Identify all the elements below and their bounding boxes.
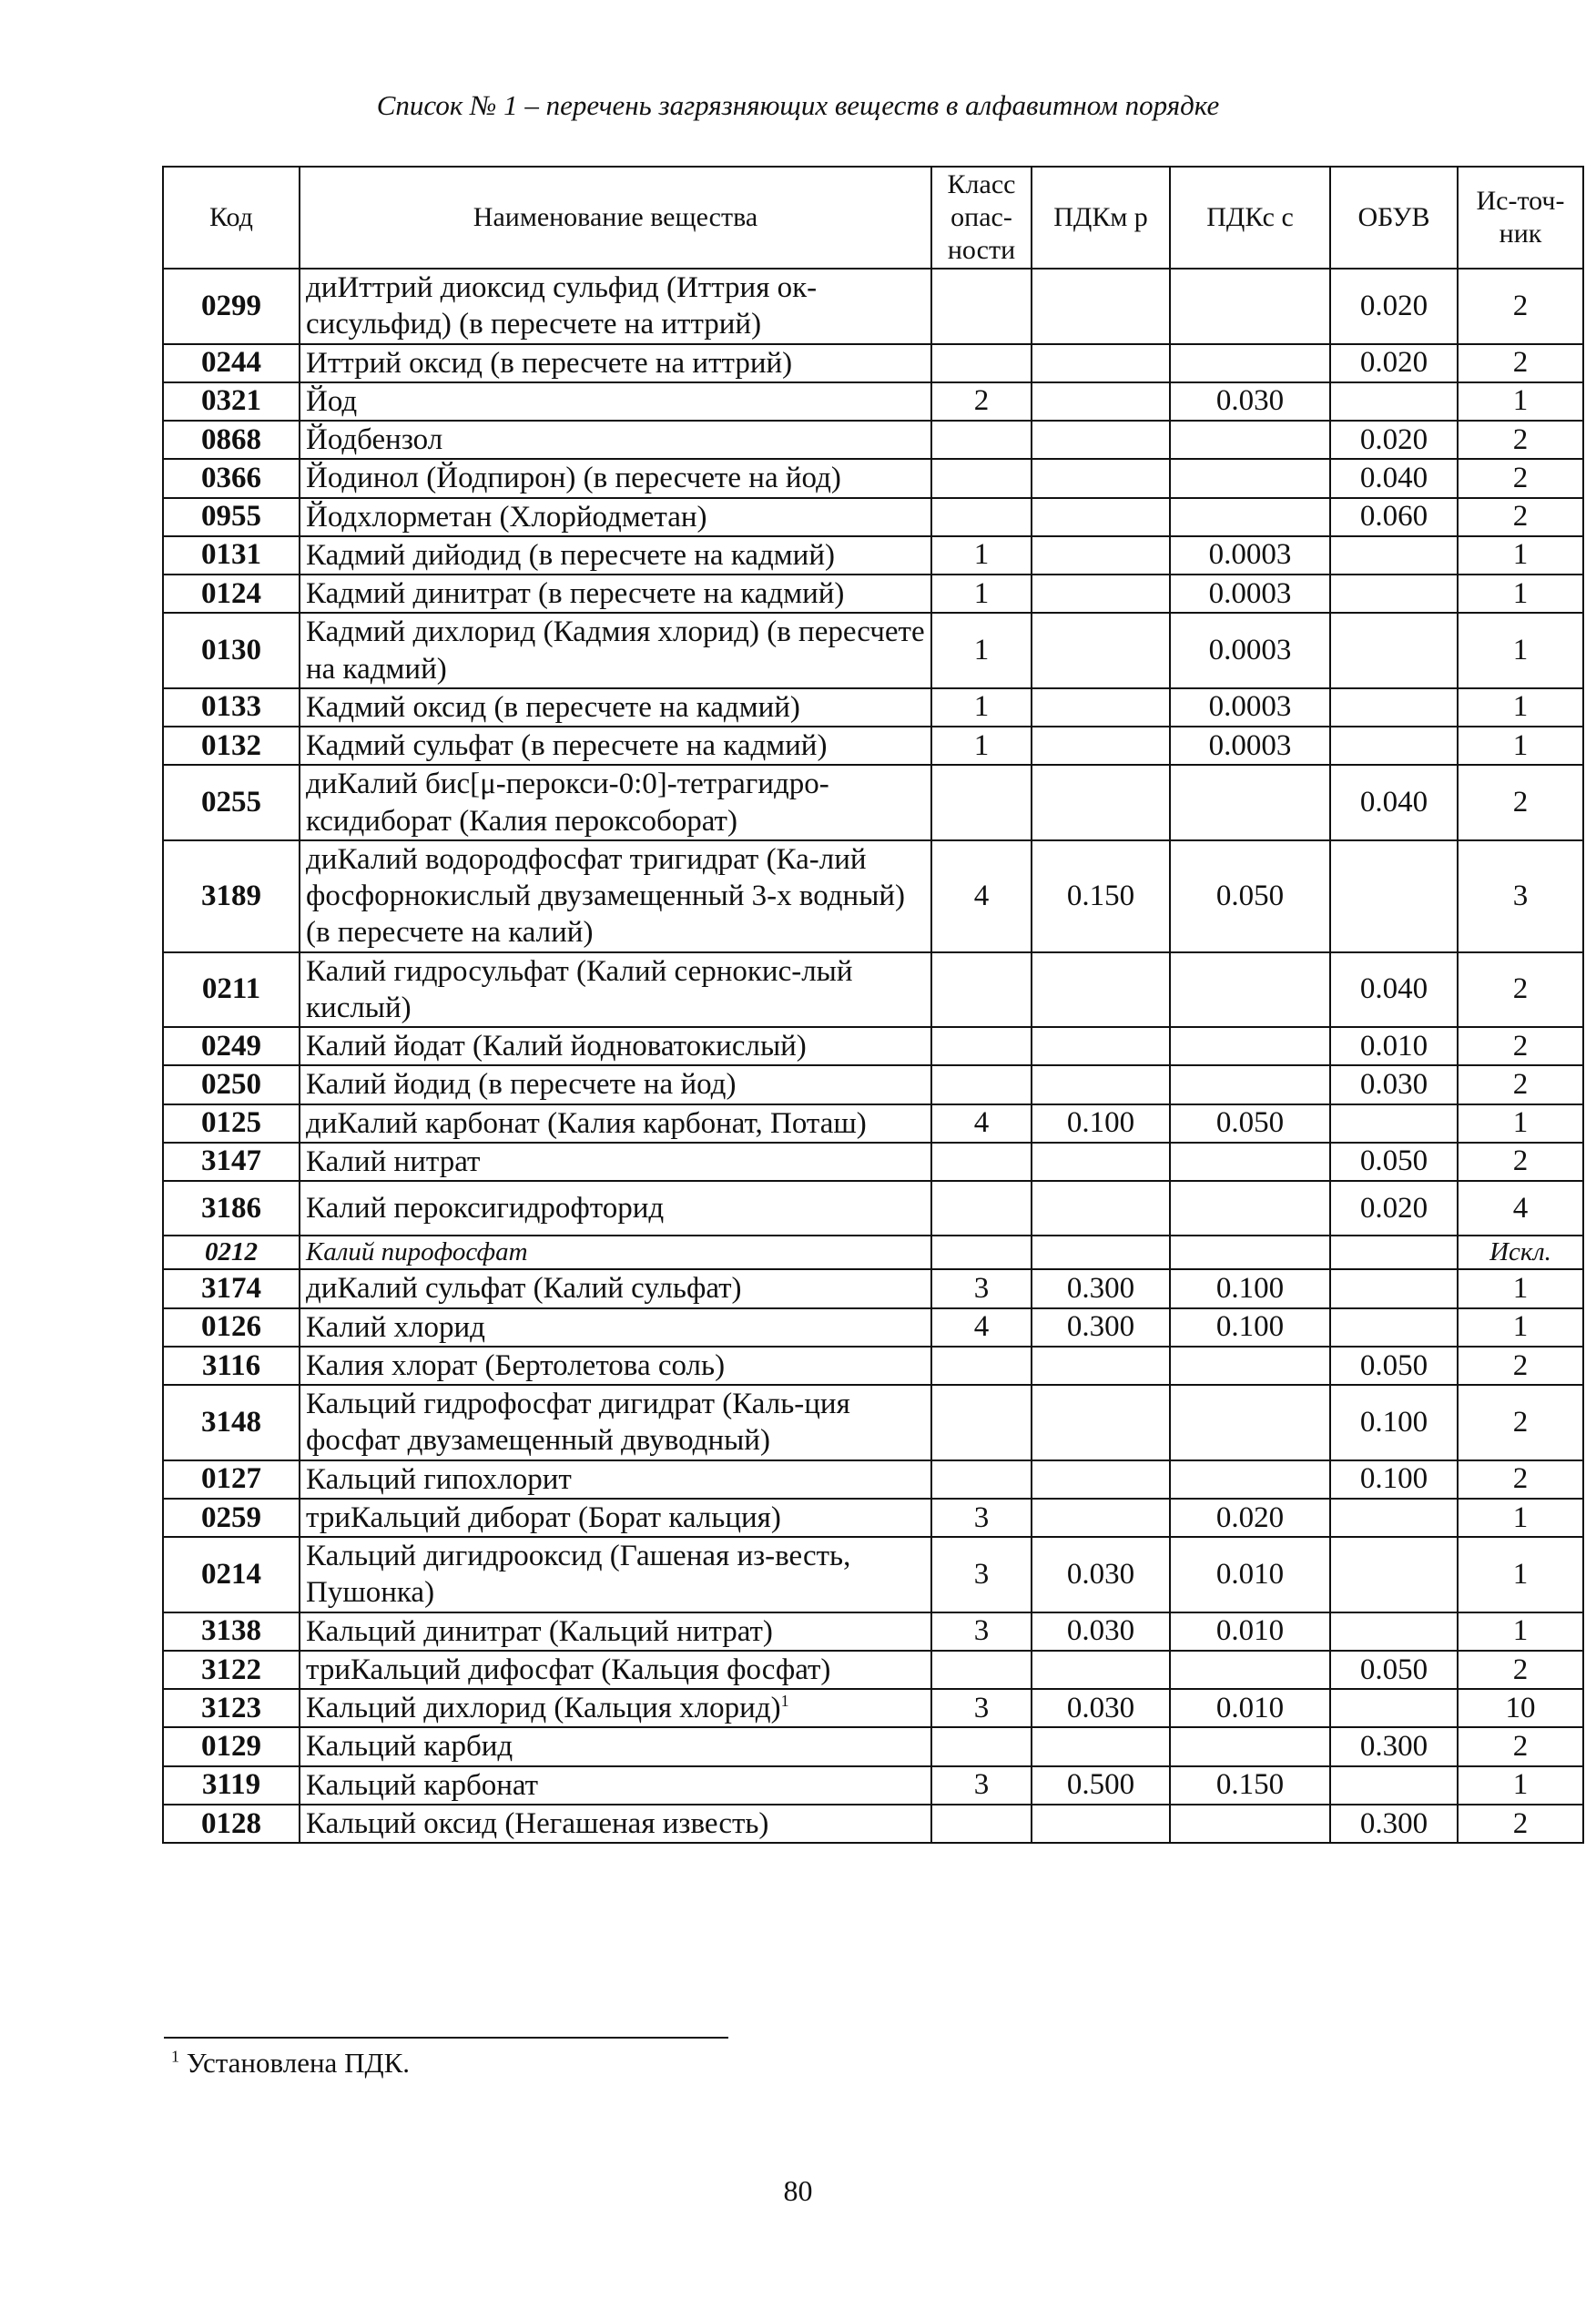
cell-source: 2	[1458, 765, 1583, 840]
cell-code: 3147	[163, 1143, 300, 1181]
cell-obuv: 0.040	[1330, 952, 1458, 1028]
cell-class: 1	[931, 727, 1032, 765]
cell-source: 2	[1458, 1385, 1583, 1460]
cell-name: Кальций гипохлорит	[300, 1460, 931, 1499]
cell-pdk-ss	[1170, 459, 1330, 497]
cell-pdk-ss	[1170, 1065, 1330, 1104]
cell-obuv	[1330, 1766, 1458, 1805]
cell-class	[931, 498, 1032, 536]
table-row	[163, 269, 1583, 344]
cell-pdk-mr: 0.030	[1032, 1612, 1170, 1651]
cell-class	[931, 1027, 1032, 1065]
cell-obuv: 0.040	[1330, 765, 1458, 840]
cell-code: 0211	[163, 952, 300, 1028]
cell-name: диКалий сульфат (Калий сульфат)	[300, 1269, 931, 1307]
cell-pdk-mr: 0.030	[1032, 1689, 1170, 1727]
cell-pdk-mr	[1032, 269, 1170, 344]
table-row	[163, 1065, 1583, 1104]
cell-name: Калия хлорат (Бертолетова соль)	[300, 1347, 931, 1385]
cell-obuv	[1330, 1308, 1458, 1347]
cell-pdk-mr	[1032, 1236, 1170, 1269]
cell-code: 0212	[163, 1236, 300, 1269]
table-row	[163, 1612, 1583, 1651]
cell-name: Йодинол (Йодпирон) (в пересчете на йод)	[300, 459, 931, 497]
cell-pdk-ss	[1170, 1651, 1330, 1689]
cell-code: 0366	[163, 459, 300, 497]
table-row	[163, 575, 1583, 613]
table-row	[163, 382, 1583, 421]
cell-obuv	[1330, 536, 1458, 575]
footnote-text: Установлена ПДК.	[186, 2047, 411, 2079]
table-row	[163, 1689, 1583, 1727]
cell-class: 3	[931, 1766, 1032, 1805]
cell-name: Йодхлорметан (Хлорйодметан)	[300, 498, 931, 536]
cell-name: Иттрий оксид (в пересчете на иттрий)	[300, 344, 931, 382]
cell-class	[931, 952, 1032, 1028]
cell-source: 2	[1458, 1651, 1583, 1689]
cell-pdk-mr	[1032, 1385, 1170, 1460]
header-obuv: ОБУВ	[1330, 167, 1458, 269]
cell-source: 2	[1458, 498, 1583, 536]
cell-code: 3122	[163, 1651, 300, 1689]
cell-obuv	[1330, 382, 1458, 421]
cell-obuv	[1330, 1236, 1458, 1269]
table-row	[163, 1537, 1583, 1612]
cell-source: 1	[1458, 688, 1583, 727]
table-row	[163, 344, 1583, 382]
cell-name: Калий пирофосфат	[300, 1236, 931, 1269]
cell-code: 0250	[163, 1065, 300, 1104]
cell-pdk-ss	[1170, 421, 1330, 459]
cell-source: 2	[1458, 1727, 1583, 1765]
cell-name: Кадмий динитрат (в пересчете на кадмий)	[300, 575, 931, 613]
cell-obuv	[1330, 1104, 1458, 1143]
table-row	[163, 765, 1583, 840]
cell-obuv: 0.050	[1330, 1347, 1458, 1385]
cell-obuv	[1330, 1269, 1458, 1307]
cell-class	[931, 765, 1032, 840]
table-row	[163, 1236, 1583, 1269]
table-row	[163, 1308, 1583, 1347]
cell-pdk-ss: 0.100	[1170, 1269, 1330, 1307]
cell-class: 3	[931, 1612, 1032, 1651]
cell-code: 0868	[163, 421, 300, 459]
cell-source: 2	[1458, 269, 1583, 344]
cell-pdk-mr	[1032, 1027, 1170, 1065]
cell-source: 2	[1458, 459, 1583, 497]
cell-obuv	[1330, 1689, 1458, 1727]
cell-obuv: 0.060	[1330, 498, 1458, 536]
cell-source: 10	[1458, 1689, 1583, 1727]
cell-pdk-ss	[1170, 498, 1330, 536]
cell-source: 2	[1458, 344, 1583, 382]
cell-pdk-mr	[1032, 688, 1170, 727]
cell-source: 1	[1458, 613, 1583, 688]
cell-name: Кальций дигидрооксид (Гашеная из-весть, Пушонка)	[300, 1537, 931, 1612]
cell-name: Кадмий сульфат (в пересчете на кадмий)	[300, 727, 931, 765]
table-row	[163, 840, 1583, 952]
cell-obuv: 0.020	[1330, 1181, 1458, 1236]
cell-name: Йод	[300, 382, 931, 421]
cell-code: 0127	[163, 1460, 300, 1499]
cell-obuv	[1330, 727, 1458, 765]
cell-pdk-mr	[1032, 1805, 1170, 1843]
cell-obuv	[1330, 840, 1458, 952]
page-title: Список № 1 – перечень загрязняющих веществ в алфавитном порядке	[376, 89, 1220, 121]
cell-code: 3148	[163, 1385, 300, 1460]
cell-code: 0214	[163, 1537, 300, 1612]
cell-name: Калий гидросульфат (Калий сернокис-лый кислый)	[300, 952, 931, 1028]
table-row	[163, 1727, 1583, 1765]
cell-pdk-mr	[1032, 727, 1170, 765]
cell-source: 2	[1458, 1460, 1583, 1499]
cell-name: диКалий водородфосфат тригидрат (Ка-лий фосфорнокислый двузамещенный 3-х водный) (в пересчете на калий)	[300, 840, 931, 952]
header-pdk-ss: ПДКс с	[1170, 167, 1330, 269]
cell-pdk-ss: 0.010	[1170, 1689, 1330, 1727]
cell-class	[931, 1347, 1032, 1385]
cell-name: диИттрий диоксид сульфид (Иттрия ок-сисульфид) (в пересчете на иттрий)	[300, 269, 931, 344]
cell-pdk-ss	[1170, 1460, 1330, 1499]
cell-code: 0126	[163, 1308, 300, 1347]
cell-pdk-ss: 0.0003	[1170, 536, 1330, 575]
cell-obuv	[1330, 1537, 1458, 1612]
cell-obuv: 0.020	[1330, 269, 1458, 344]
cell-code: 0321	[163, 382, 300, 421]
cell-pdk-mr: 0.030	[1032, 1537, 1170, 1612]
cell-name: триКальций дифосфат (Кальция фосфат)	[300, 1651, 931, 1689]
cell-class	[931, 269, 1032, 344]
cell-pdk-mr	[1032, 1143, 1170, 1181]
cell-pdk-ss: 0.0003	[1170, 688, 1330, 727]
cell-name: Кадмий дихлорид (Кадмия хлорид) (в пересчете на кадмий)	[300, 613, 931, 688]
cell-code: 0132	[163, 727, 300, 765]
cell-pdk-ss	[1170, 1027, 1330, 1065]
cell-pdk-mr	[1032, 1499, 1170, 1537]
cell-name: Калий йодат (Калий йодноватокислый)	[300, 1027, 931, 1065]
table-header-row	[163, 167, 1583, 269]
footnote-ref: 1	[780, 1692, 789, 1711]
cell-code: 0255	[163, 765, 300, 840]
cell-code: 3138	[163, 1612, 300, 1651]
cell-pdk-ss: 0.100	[1170, 1308, 1330, 1347]
cell-pdk-mr	[1032, 536, 1170, 575]
cell-obuv: 0.020	[1330, 344, 1458, 382]
cell-source: 1	[1458, 575, 1583, 613]
cell-class: 1	[931, 575, 1032, 613]
cell-code: 0125	[163, 1104, 300, 1143]
cell-pdk-mr	[1032, 1065, 1170, 1104]
cell-code: 3123	[163, 1689, 300, 1727]
pollutants-table	[162, 166, 1584, 1844]
cell-obuv	[1330, 1612, 1458, 1651]
cell-pdk-mr	[1032, 1347, 1170, 1385]
footnote-marker: 1	[171, 2047, 179, 2066]
cell-class	[931, 1385, 1032, 1460]
cell-class	[931, 1143, 1032, 1181]
cell-name: Кадмий оксид (в пересчете на кадмий)	[300, 688, 931, 727]
cell-obuv: 0.030	[1330, 1065, 1458, 1104]
table-row	[163, 536, 1583, 575]
table-row	[163, 421, 1583, 459]
cell-pdk-ss: 0.030	[1170, 382, 1330, 421]
header-class: Класс опас-ности	[931, 167, 1032, 269]
cell-pdk-mr	[1032, 1651, 1170, 1689]
cell-class	[931, 459, 1032, 497]
table-row	[163, 727, 1583, 765]
cell-pdk-mr: 0.300	[1032, 1308, 1170, 1347]
cell-pdk-mr: 0.300	[1032, 1269, 1170, 1307]
cell-name: Кальций карбонат	[300, 1766, 931, 1805]
table-row	[163, 1805, 1583, 1843]
cell-code: 0259	[163, 1499, 300, 1537]
cell-pdk-mr	[1032, 952, 1170, 1028]
cell-code: 0129	[163, 1727, 300, 1765]
footnote	[171, 2047, 410, 2080]
cell-class	[931, 344, 1032, 382]
cell-obuv	[1330, 575, 1458, 613]
cell-source: 2	[1458, 1143, 1583, 1181]
cell-class	[931, 1181, 1032, 1236]
cell-obuv	[1330, 1499, 1458, 1537]
cell-obuv: 0.100	[1330, 1460, 1458, 1499]
cell-source: 1	[1458, 1308, 1583, 1347]
cell-code: 0128	[163, 1805, 300, 1843]
cell-name: Калий йодид (в пересчете на йод)	[300, 1065, 931, 1104]
cell-code: 3189	[163, 840, 300, 952]
cell-obuv: 0.050	[1330, 1651, 1458, 1689]
cell-class: 1	[931, 613, 1032, 688]
table-row	[163, 1143, 1583, 1181]
table-row	[163, 1499, 1583, 1537]
cell-name: триКальций диборат (Борат кальция)	[300, 1499, 931, 1537]
cell-pdk-mr	[1032, 765, 1170, 840]
cell-obuv: 0.300	[1330, 1805, 1458, 1843]
cell-class: 1	[931, 536, 1032, 575]
cell-pdk-ss: 0.0003	[1170, 613, 1330, 688]
cell-source: 2	[1458, 1347, 1583, 1385]
cell-pdk-ss: 0.010	[1170, 1612, 1330, 1651]
table-row	[163, 459, 1583, 497]
cell-pdk-ss	[1170, 344, 1330, 382]
cell-name: диКалий карбонат (Калия карбонат, Поташ)	[300, 1104, 931, 1143]
cell-name: Кадмий дийодид (в пересчете на кадмий)	[300, 536, 931, 575]
cell-code: 3116	[163, 1347, 300, 1385]
header-code: Код	[163, 167, 300, 269]
cell-pdk-ss	[1170, 269, 1330, 344]
table-row	[163, 1460, 1583, 1499]
cell-source: 2	[1458, 1027, 1583, 1065]
cell-pdk-ss	[1170, 1236, 1330, 1269]
cell-class	[931, 421, 1032, 459]
cell-class: 3	[931, 1269, 1032, 1307]
cell-source: 1	[1458, 1612, 1583, 1651]
cell-source: 4	[1458, 1181, 1583, 1236]
cell-name: Калий нитрат	[300, 1143, 931, 1181]
table-row	[163, 1027, 1583, 1065]
cell-obuv: 0.020	[1330, 421, 1458, 459]
cell-pdk-ss	[1170, 1143, 1330, 1181]
cell-source: 1	[1458, 1104, 1583, 1143]
cell-pdk-mr	[1032, 1460, 1170, 1499]
cell-pdk-mr	[1032, 382, 1170, 421]
cell-name: Кальций динитрат (Кальций нитрат)	[300, 1612, 931, 1651]
cell-source: 3	[1458, 840, 1583, 952]
cell-class	[931, 1805, 1032, 1843]
cell-obuv	[1330, 613, 1458, 688]
header-pdk-mr: ПДКм р	[1032, 167, 1170, 269]
cell-pdk-ss	[1170, 1385, 1330, 1460]
cell-pdk-ss: 0.0003	[1170, 575, 1330, 613]
cell-code: 0133	[163, 688, 300, 727]
cell-pdk-mr	[1032, 1181, 1170, 1236]
table-row	[163, 1104, 1583, 1143]
cell-obuv	[1330, 688, 1458, 727]
cell-code: 0131	[163, 536, 300, 575]
table-row	[163, 613, 1583, 688]
cell-class: 3	[931, 1499, 1032, 1537]
cell-code: 0955	[163, 498, 300, 536]
cell-obuv: 0.010	[1330, 1027, 1458, 1065]
cell-pdk-ss: 0.020	[1170, 1499, 1330, 1537]
table-row	[163, 1766, 1583, 1805]
cell-code: 0244	[163, 344, 300, 382]
cell-class: 3	[931, 1689, 1032, 1727]
cell-name: Кальций оксид (Негашеная известь)	[300, 1805, 931, 1843]
table-row	[163, 498, 1583, 536]
cell-pdk-ss	[1170, 1805, 1330, 1843]
cell-code: 0299	[163, 269, 300, 344]
cell-pdk-ss	[1170, 1347, 1330, 1385]
cell-class: 2	[931, 382, 1032, 421]
cell-class: 1	[931, 688, 1032, 727]
cell-code: 3119	[163, 1766, 300, 1805]
cell-class: 3	[931, 1537, 1032, 1612]
cell-name: Кальций карбид	[300, 1727, 931, 1765]
cell-pdk-mr	[1032, 344, 1170, 382]
cell-source: 2	[1458, 421, 1583, 459]
cell-pdk-mr: 0.150	[1032, 840, 1170, 952]
table-row	[163, 1181, 1583, 1236]
table-row	[163, 1385, 1583, 1460]
cell-source: 2	[1458, 952, 1583, 1028]
cell-class	[931, 1236, 1032, 1269]
cell-source: 1	[1458, 536, 1583, 575]
cell-class	[931, 1065, 1032, 1104]
cell-source: 1	[1458, 382, 1583, 421]
cell-source: Искл.	[1458, 1236, 1583, 1269]
cell-obuv: 0.300	[1330, 1727, 1458, 1765]
cell-source: 1	[1458, 727, 1583, 765]
cell-pdk-ss	[1170, 1727, 1330, 1765]
cell-name: диКалий бис[μ-перокси-0:0]-тетрагидро-ксидиборат (Калия пероксоборат)	[300, 765, 931, 840]
cell-name: Кальций гидрофосфат дигидрат (Каль-ция фосфат двузамещенный двуводный)	[300, 1385, 931, 1460]
table-row	[163, 1347, 1583, 1385]
cell-obuv: 0.040	[1330, 459, 1458, 497]
cell-code: 3174	[163, 1269, 300, 1307]
cell-code: 0249	[163, 1027, 300, 1065]
cell-pdk-ss: 0.150	[1170, 1766, 1330, 1805]
cell-obuv: 0.100	[1330, 1385, 1458, 1460]
cell-pdk-mr	[1032, 613, 1170, 688]
cell-code: 0130	[163, 613, 300, 688]
cell-pdk-mr	[1032, 498, 1170, 536]
cell-pdk-ss: 0.050	[1170, 1104, 1330, 1143]
cell-code: 0124	[163, 575, 300, 613]
cell-pdk-mr	[1032, 421, 1170, 459]
cell-name: Калий пероксигидрофторид	[300, 1181, 931, 1236]
cell-source: 2	[1458, 1065, 1583, 1104]
cell-pdk-ss	[1170, 765, 1330, 840]
cell-pdk-mr	[1032, 575, 1170, 613]
table-row	[163, 1651, 1583, 1689]
cell-class	[931, 1727, 1032, 1765]
header-name: Наименование вещества	[300, 167, 931, 269]
cell-pdk-ss: 0.010	[1170, 1537, 1330, 1612]
cell-name: Кальций дихлорид (Кальция хлорид)$^1$	[300, 1689, 931, 1727]
cell-pdk-ss: 0.0003	[1170, 727, 1330, 765]
cell-pdk-ss	[1170, 1181, 1330, 1236]
cell-class	[931, 1651, 1032, 1689]
cell-source: 1	[1458, 1269, 1583, 1307]
cell-pdk-ss	[1170, 952, 1330, 1028]
footnote-divider	[164, 2037, 728, 2039]
cell-class	[931, 1460, 1032, 1499]
cell-pdk-mr: 0.100	[1032, 1104, 1170, 1143]
cell-pdk-mr	[1032, 459, 1170, 497]
cell-class: 4	[931, 1308, 1032, 1347]
table-row	[163, 688, 1583, 727]
cell-source: 1	[1458, 1766, 1583, 1805]
table-row	[163, 952, 1583, 1028]
cell-pdk-mr	[1032, 1727, 1170, 1765]
cell-name: Калий хлорид	[300, 1308, 931, 1347]
cell-source: 1	[1458, 1537, 1583, 1612]
cell-pdk-mr: 0.500	[1032, 1766, 1170, 1805]
cell-code: 3186	[163, 1181, 300, 1236]
cell-class: 4	[931, 840, 1032, 952]
page-number: 80	[783, 2174, 813, 2207]
cell-name: Йодбензол	[300, 421, 931, 459]
table-row	[163, 1269, 1583, 1307]
cell-source: 1	[1458, 1499, 1583, 1537]
cell-source: 2	[1458, 1805, 1583, 1843]
cell-pdk-ss: 0.050	[1170, 840, 1330, 952]
cell-class: 4	[931, 1104, 1032, 1143]
table-body	[163, 269, 1583, 1843]
header-source: Ис-точ-ник	[1458, 167, 1583, 269]
cell-obuv: 0.050	[1330, 1143, 1458, 1181]
